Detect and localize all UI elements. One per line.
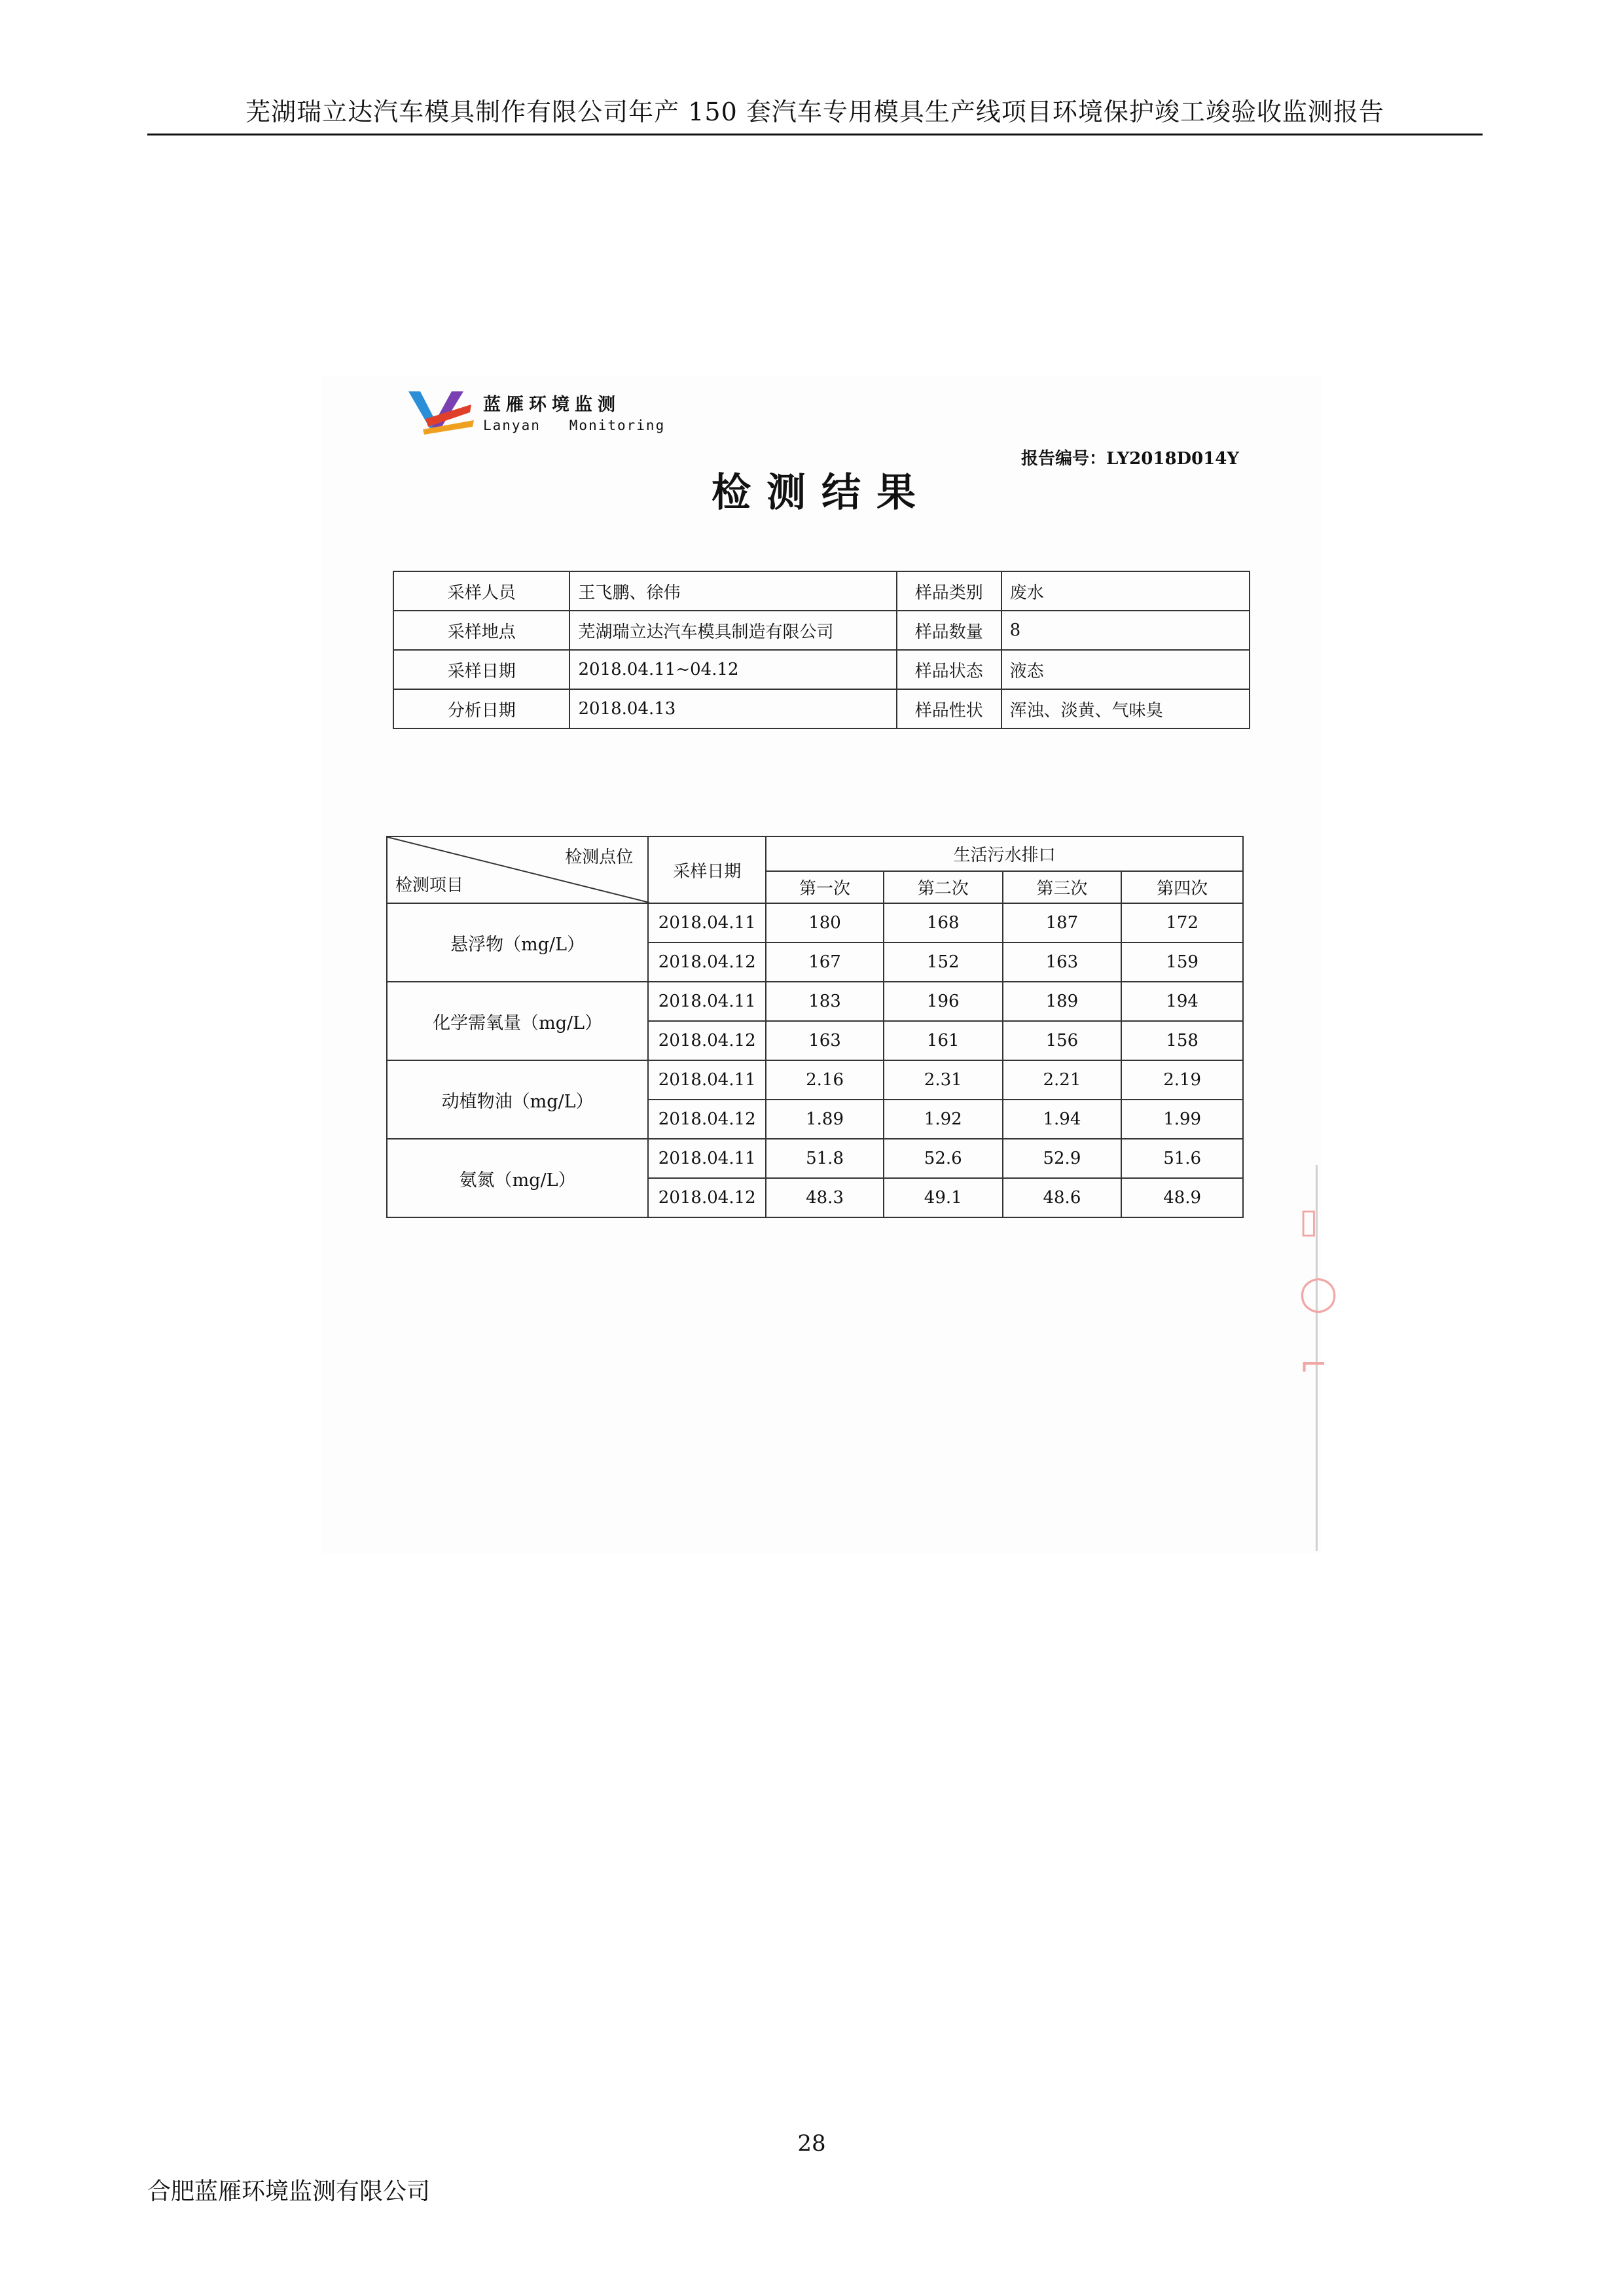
header-divider [147,134,1483,135]
result-value: 189 [1003,982,1122,1021]
result-value: 1.99 [1121,1100,1243,1139]
result-value: 159 [1121,942,1243,982]
info-row [393,689,1250,728]
logo-name-cn: 蓝雁环境监测 [483,395,621,415]
info-row [393,650,1250,689]
info-value: 浑浊、淡黄、气味臭 [1001,689,1250,728]
result-title: 检测结果 [712,470,931,516]
page-number: 28 [797,2130,826,2157]
info-label: 采样日期 [393,650,569,689]
info-value: 废水 [1001,571,1250,611]
result-value: 2.21 [1003,1060,1122,1100]
result-value: 51.8 [766,1139,884,1178]
info-value: 芜湖瑞立达汽车模具制造有限公司 [569,611,896,650]
info-label: 样品性状 [897,689,1001,728]
result-value: 48.6 [1003,1178,1122,1217]
info-value: 2018.04.13 [569,689,896,728]
location-header: 生活污水排口 [766,836,1243,871]
result-value: 161 [884,1021,1003,1060]
report-number: 报告编号：LY2018D014Y [1021,449,1239,469]
header-corner-cell [387,836,648,903]
result-value: 48.3 [766,1178,884,1217]
info-label: 采样人员 [393,571,569,611]
run-header: 第二次 [884,871,1003,903]
sample-date: 2018.04.12 [648,1178,766,1217]
result-row [387,1139,1243,1178]
test-item-name: 悬浮物（mg/L） [387,903,648,982]
info-label: 样品类别 [897,571,1001,611]
result-row [387,903,1243,942]
result-value: 172 [1121,903,1243,942]
lanyan-logo-icon [406,386,478,439]
info-label: 分析日期 [393,689,569,728]
info-row [393,571,1250,611]
result-value: 187 [1003,903,1122,942]
info-value: 王飞鹏、徐伟 [569,571,896,611]
result-value: 1.92 [884,1100,1003,1139]
sample-date: 2018.04.12 [648,1021,766,1060]
sample-info-table [393,571,1250,729]
result-value: 52.9 [1003,1139,1122,1178]
result-value: 194 [1121,982,1243,1021]
run-header: 第四次 [1121,871,1243,903]
result-value: 158 [1121,1021,1243,1060]
result-value: 183 [766,982,884,1021]
page-header-title: 芜湖瑞立达汽车模具制作有限公司年产 150 套汽车专用模具生产线项目环境保护竣工竣验收监测报告 [245,98,1384,126]
result-value: 49.1 [884,1178,1003,1217]
red-seal-mark: ▯ [1299,1202,1318,1241]
sample-date: 2018.04.12 [648,1100,766,1139]
result-value: 51.6 [1121,1139,1243,1178]
result-value: 1.89 [766,1100,884,1139]
test-results-table [386,836,1244,1218]
result-value: 168 [884,903,1003,942]
info-row [393,611,1250,650]
result-value: 163 [1003,942,1122,982]
result-value: 52.6 [884,1139,1003,1178]
info-label: 样品状态 [897,650,1001,689]
test-item-name: 动植物油（mg/L） [387,1060,648,1139]
info-value: 2018.04.11~04.12 [569,650,896,689]
result-value: 2.16 [766,1060,884,1100]
info-label: 样品数量 [897,611,1001,650]
result-value: 2.31 [884,1060,1003,1100]
test-item-name: 氨氮（mg/L） [387,1139,648,1217]
result-value: 48.9 [1121,1178,1243,1217]
result-value: 167 [766,942,884,982]
sample-date: 2018.04.12 [648,942,766,982]
result-value: 196 [884,982,1003,1021]
result-value: 1.94 [1003,1100,1122,1139]
info-value: 8 [1001,611,1250,650]
run-header: 第一次 [766,871,884,903]
result-value: 152 [884,942,1003,982]
run-header: 第三次 [1003,871,1122,903]
red-seal-mark: ⌐ [1299,1346,1328,1385]
result-value: 163 [766,1021,884,1060]
footer-company: 合肥蓝雁环境监测有限公司 [147,2178,431,2205]
sample-date: 2018.04.11 [648,903,766,942]
sample-date: 2018.04.11 [648,982,766,1021]
lanyan-logo [406,386,666,439]
red-seal-mark: ◯ [1299,1274,1338,1313]
logo-name-en: Lanyan Monitoring [483,418,666,433]
info-value: 液态 [1001,650,1250,689]
info-label: 采样地点 [393,611,569,650]
test-item-name: 化学需氧量（mg/L） [387,982,648,1060]
result-value: 156 [1003,1021,1122,1060]
date-header: 采样日期 [648,836,766,903]
corner-location-label: 检测点位 [565,848,634,867]
result-row [387,1060,1243,1100]
result-value: 2.19 [1121,1060,1243,1100]
result-row [387,982,1243,1021]
sample-date: 2018.04.11 [648,1060,766,1100]
corner-item-label: 检测项目 [395,876,464,895]
result-value: 180 [766,903,884,942]
sample-date: 2018.04.11 [648,1139,766,1178]
